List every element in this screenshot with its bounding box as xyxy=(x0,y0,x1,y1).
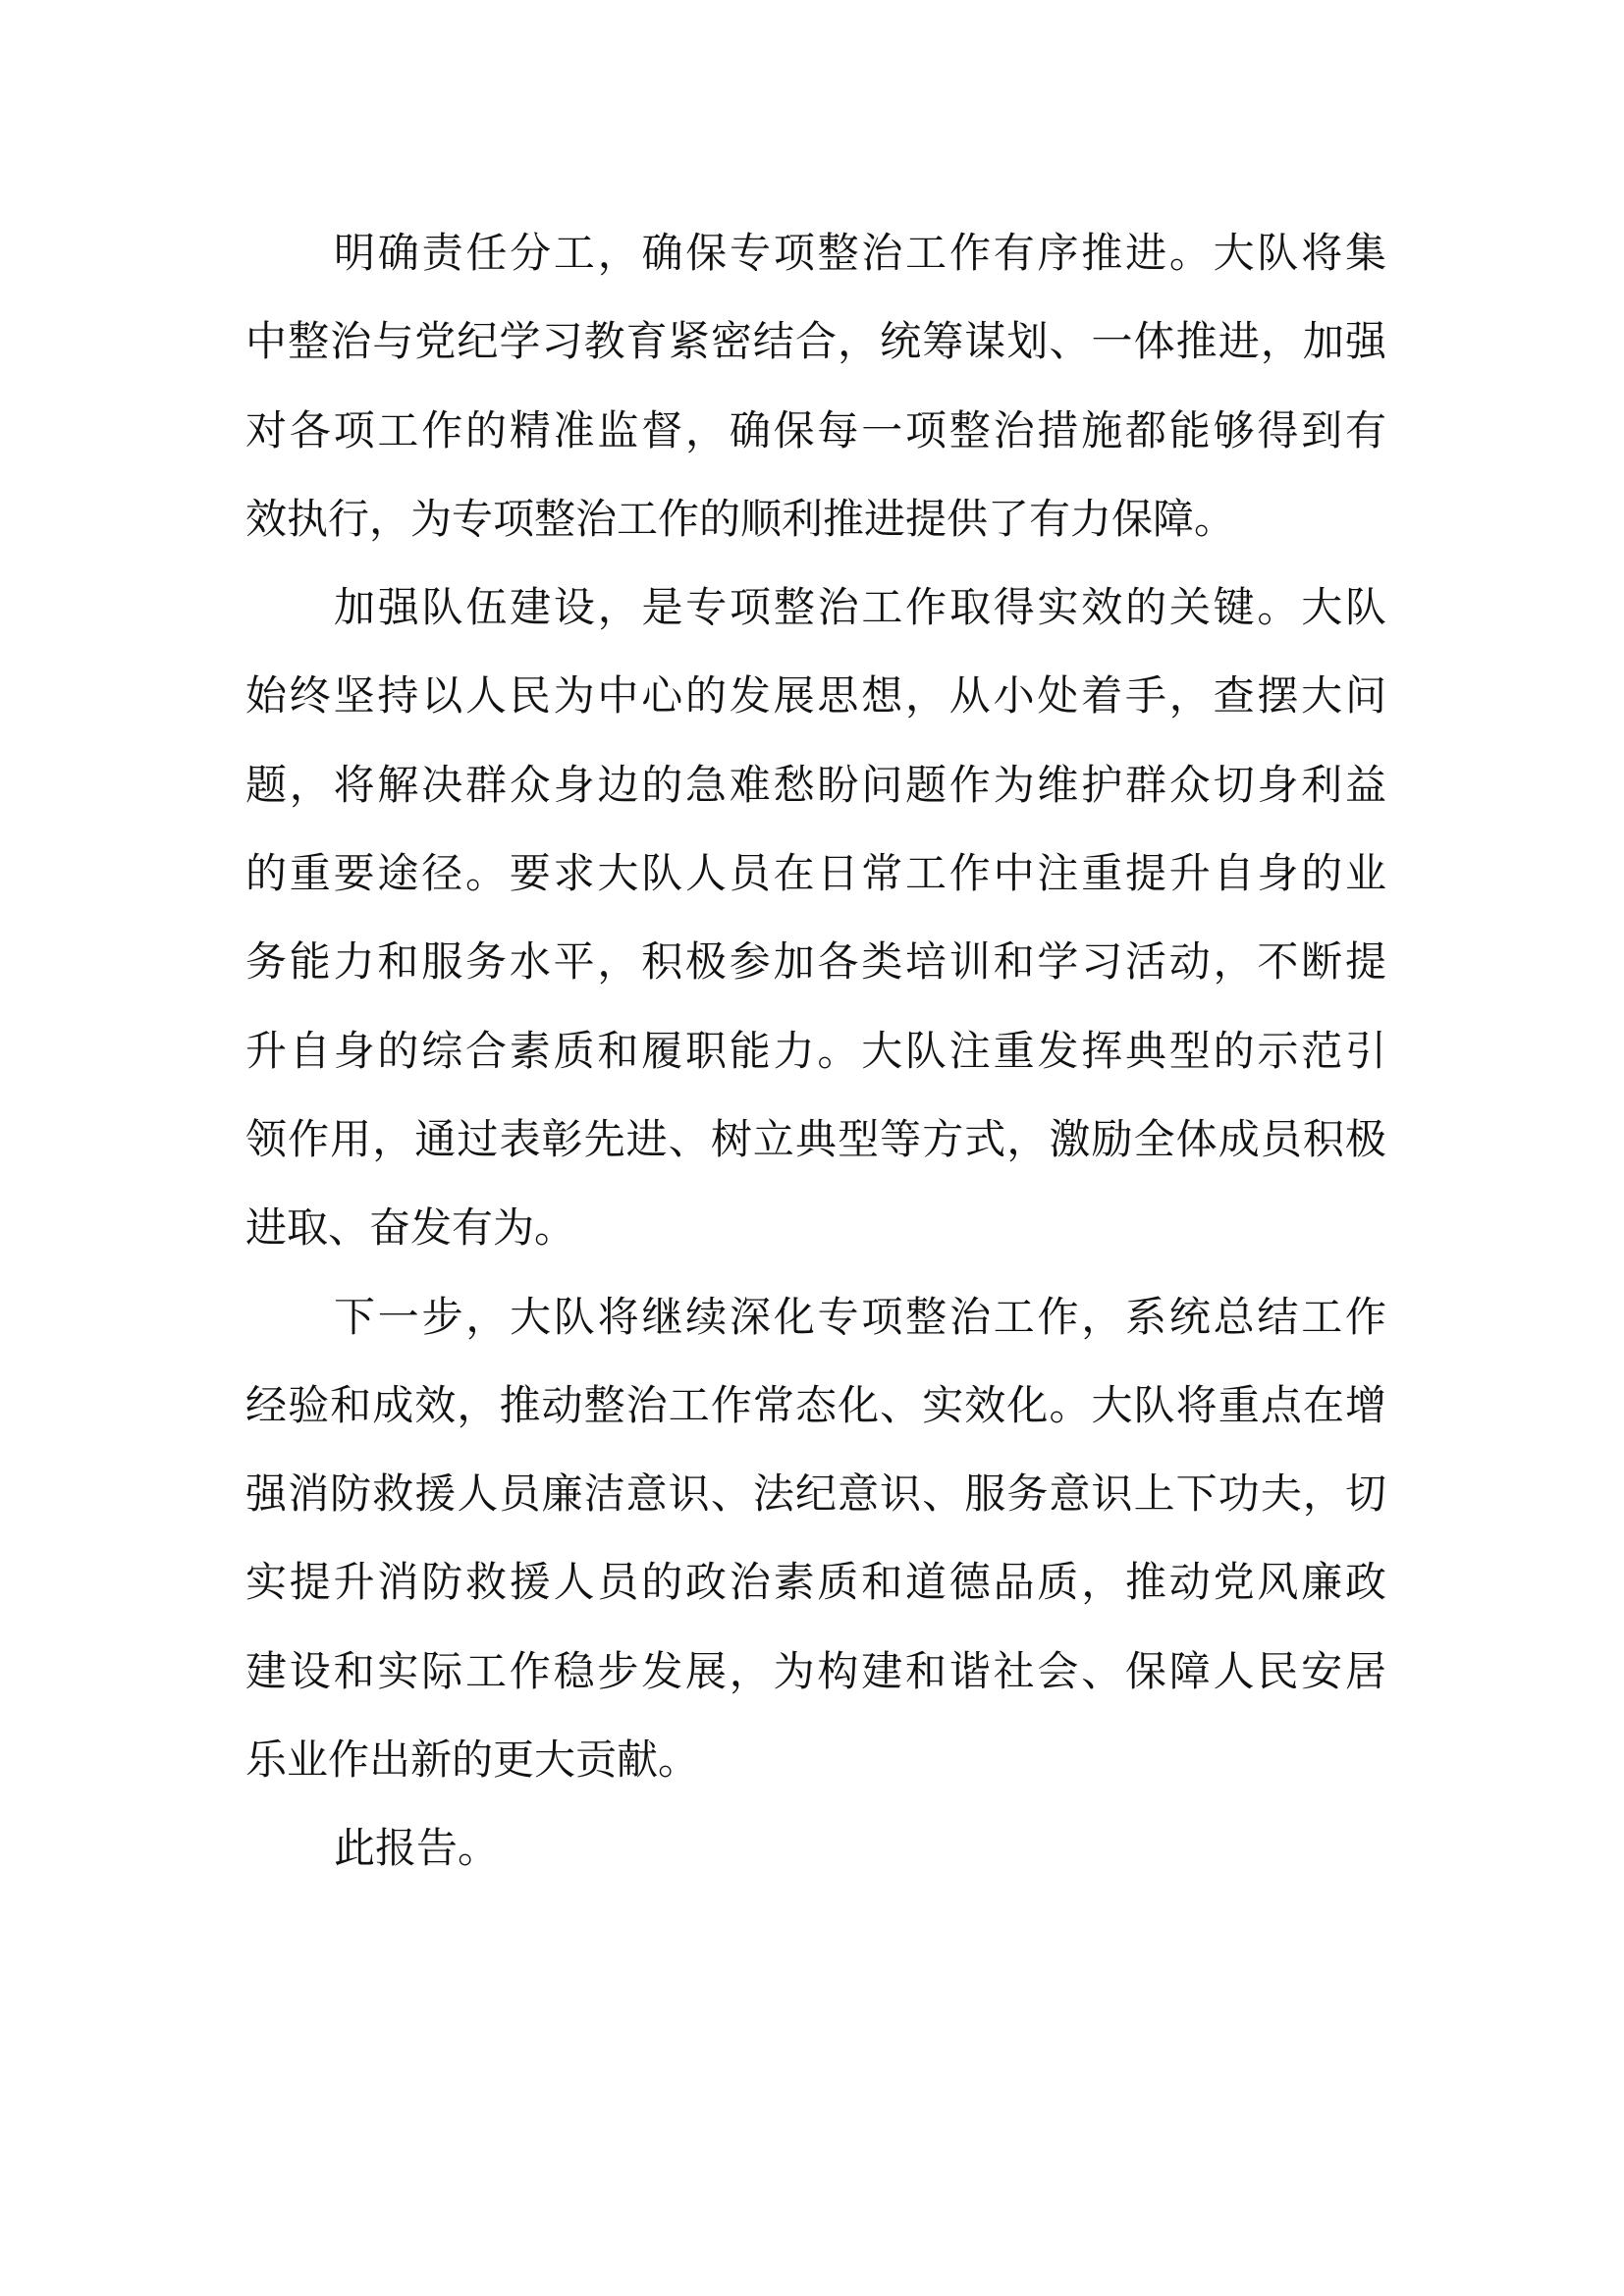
paragraph-line: 进取、奋发有为。 xyxy=(245,1203,576,1253)
paragraph xyxy=(245,209,1386,563)
paragraph-line: 明确责任分工，确保专项整治工作有序推进。大队将集 xyxy=(334,229,1386,277)
paragraph-line: 下一步，大队将继续深化专项整治工作，系统总结工作 xyxy=(334,1292,1386,1341)
paragraph xyxy=(245,563,1386,1272)
paragraph-line: 的重要途径。要求大队人员在日常工作中注重提升自身的业 xyxy=(245,849,1386,898)
paragraph-line: 乐业作出新的更大贡献。 xyxy=(245,1735,700,1785)
paragraph-line: 务能力和服务水平，积极参加各类培训和学习活动，不断提 xyxy=(245,937,1386,987)
paragraph-line: 题，将解决群众身边的急难愁盼问题作为维护群众切身利益 xyxy=(245,760,1386,809)
paragraph-line: 强消防救援人员廉洁意识、法纪意识、服务意识上下功夫，切 xyxy=(245,1469,1386,1519)
paragraph-line: 加强队伍建设，是专项整治工作取得实效的关键。大队 xyxy=(334,583,1386,632)
paragraph-line: 升自身的综合素质和履职能力。大队注重发挥典型的示范引 xyxy=(245,1026,1386,1075)
paragraph-line: 对各项工作的精准监督，确保每一项整治措施都能够得到有 xyxy=(245,405,1386,454)
paragraph-line: 领作用，通过表彰先进、树立典型等方式，激励全体成员积极 xyxy=(245,1114,1386,1163)
paragraph-line: 实提升消防救援人员的政治素质和道德品质，推动党风廉政 xyxy=(245,1558,1386,1607)
paragraph xyxy=(245,1804,1386,1893)
paragraph-line: 中整治与党纪学习教育紧密结合，统筹谋划、一体推进，加强 xyxy=(245,317,1386,366)
paragraph-line: 建设和实际工作稳步发展，为构建和谐社会、保障人民安居 xyxy=(245,1646,1386,1695)
paragraph xyxy=(245,1273,1386,1805)
document-body xyxy=(245,209,1386,1894)
paragraph-line: 效执行，为专项整治工作的顺利推进提供了有力保障。 xyxy=(245,494,1236,543)
paragraph-line: 始终坚持以人民为中心的发展思想，从小处着手，查摆大问 xyxy=(245,671,1386,721)
paragraph-line: 经验和成效，推动整治工作常态化、实效化。大队将重点在增 xyxy=(245,1380,1386,1429)
paragraph-line: 此报告。 xyxy=(334,1824,500,1873)
